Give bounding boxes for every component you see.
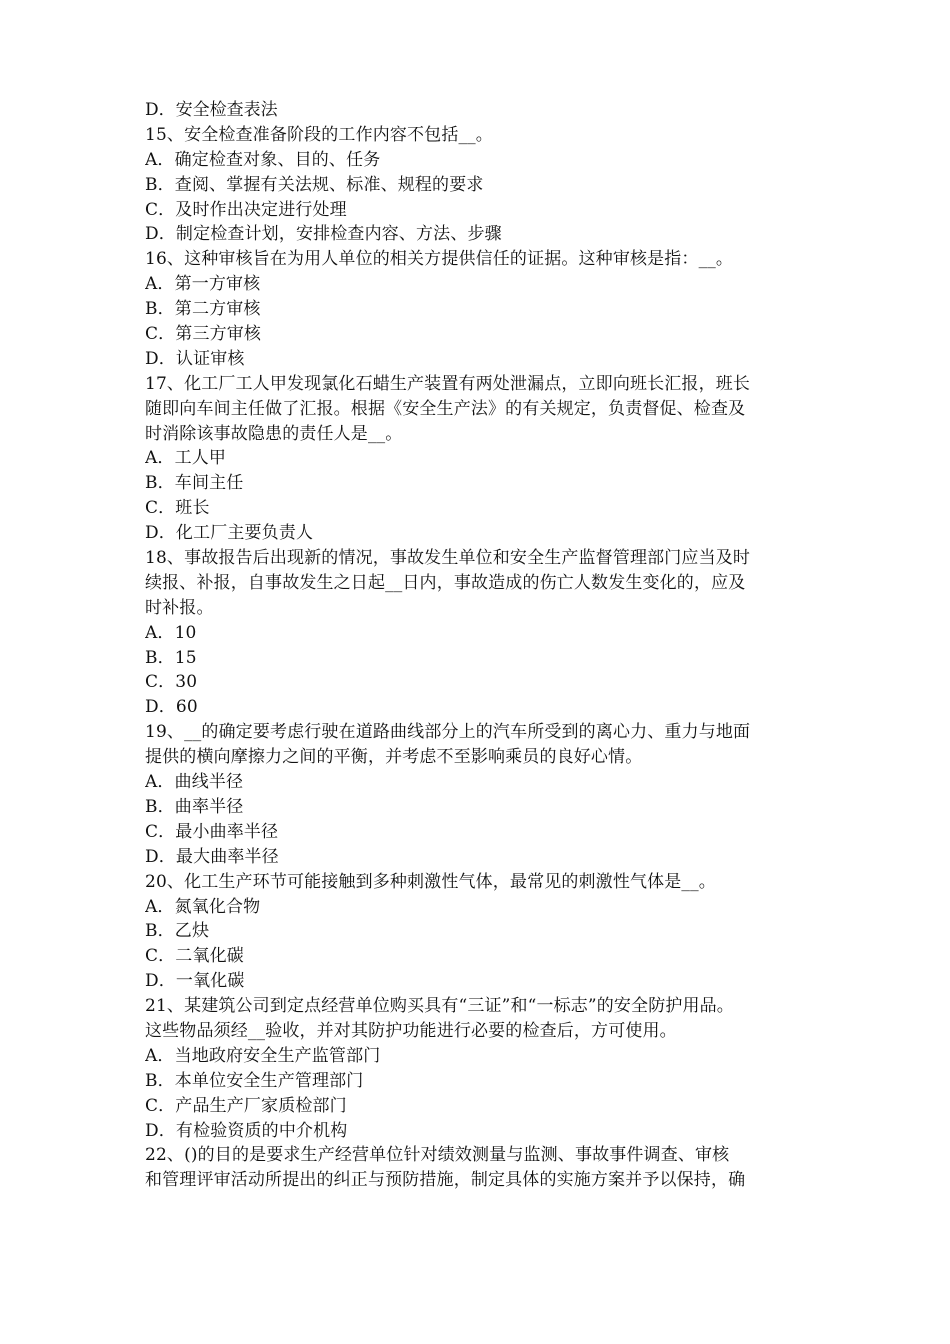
answer-option: B．车间主任: [145, 473, 244, 494]
question-block: [145, 372, 817, 546]
question-block: [145, 546, 817, 720]
answer-option: A．第一方审核: [145, 274, 261, 295]
answer-option: A．当地政府安全生产监管部门: [145, 1045, 381, 1066]
question-stem-line: 18、事故报告后出现新的情况，事故发生单位和安全生产监督管理部门应当及时: [145, 548, 751, 569]
answer-option: C．产品生产厂家质检部门: [145, 1095, 347, 1116]
answer-option: D．一氧化碳: [145, 971, 245, 992]
question-stem-line: 20、化工生产环节可能接触到多种刺激性气体，最常见的刺激性气体是__。: [145, 871, 716, 892]
answer-option: B．曲率半径: [145, 796, 244, 817]
question-stem-line: 16、这种审核旨在为用人单位的相关方提供信任的证据。这种审核是指：__。: [145, 249, 734, 270]
question-stem-line: 时补报。: [145, 597, 214, 618]
question-stem-line: 19、__的确定要考虑行驶在道路曲线部分上的汽车所受到的离心力、重力与地面: [145, 722, 751, 743]
question-block: [145, 123, 817, 247]
question-block: [145, 247, 817, 371]
answer-option: D．60: [145, 697, 198, 718]
question-stem-line: 时消除该事故隐患的责任人是__。: [145, 423, 403, 444]
answer-option: A．氮氧化合物: [145, 896, 261, 917]
document-page: [145, 98, 817, 1193]
answer-option: B．乙炔: [145, 921, 210, 942]
question-stem-line: 17、化工厂工人甲发现氯化石蜡生产装置有两处泄漏点，立即向班长汇报，班长: [145, 373, 751, 394]
question-stem-line: 21、某建筑公司到定点经营单位购买具有“三证”和“一标志”的安全防护用品。: [145, 996, 734, 1017]
question-stem-line: 续报、补报，自事故发生之日起__日内，事故造成的伤亡人数发生变化的，应及: [145, 572, 746, 593]
question-block: [145, 994, 817, 1143]
answer-option: D．最大曲率半径: [145, 846, 279, 867]
answer-option: D．认证审核: [145, 348, 245, 369]
answer-option: D．化工厂主要负责人: [145, 523, 314, 544]
answer-option: B．查阅、掌握有关法规、标准、规程的要求: [145, 174, 484, 195]
answer-option: C．班长: [145, 498, 210, 519]
question-stem-line: 这些物品须经__验收，并对其防护功能进行必要的检查后，方可使用。: [145, 1020, 677, 1041]
question-block: [145, 1143, 817, 1193]
answer-option: C．及时作出决定进行处理: [145, 199, 347, 220]
answer-option: B．本单位安全生产管理部门: [145, 1070, 364, 1091]
answer-option: A．10: [145, 622, 197, 643]
question-list: [145, 123, 817, 1193]
answer-option: C．二氧化碳: [145, 946, 244, 967]
question-stem-line: 提供的横向摩擦力之间的平衡，并考虑不至影响乘员的良好心情。: [145, 747, 643, 768]
answer-option: B．15: [145, 647, 197, 668]
answer-option: A．确定检查对象、目的、任务: [145, 149, 381, 170]
answer-option: C．第三方审核: [145, 324, 262, 345]
question-block: [145, 870, 817, 994]
answer-option: D．制定检查计划，安排检查内容、方法、步骤: [145, 224, 502, 245]
lead-option: D．安全检查表法: [145, 100, 278, 120]
answer-option: B．第二方审核: [145, 299, 261, 320]
question-block: [145, 720, 817, 869]
answer-option: A．工人甲: [145, 448, 227, 469]
answer-option: C．最小曲率半径: [145, 821, 279, 842]
question-stem-line: 15、安全检查准备阶段的工作内容不包括__。: [145, 124, 493, 145]
answer-option: D．有检验资质的中介机构: [145, 1120, 348, 1141]
question-stem-line: 22、()的目的是要求生产经营单位针对绩效测量与监测、事故事件调查、审核: [145, 1145, 730, 1166]
question-stem-line: 和管理评审活动所提出的纠正与预防措施，制定具体的实施方案并予以保持，确: [145, 1170, 746, 1191]
answer-option: A．曲线半径: [145, 772, 244, 793]
answer-option: C．30: [145, 672, 198, 693]
question-stem-line: 随即向车间主任做了汇报。根据《安全生产法》的有关规定，负责督促、检查及: [145, 398, 746, 419]
